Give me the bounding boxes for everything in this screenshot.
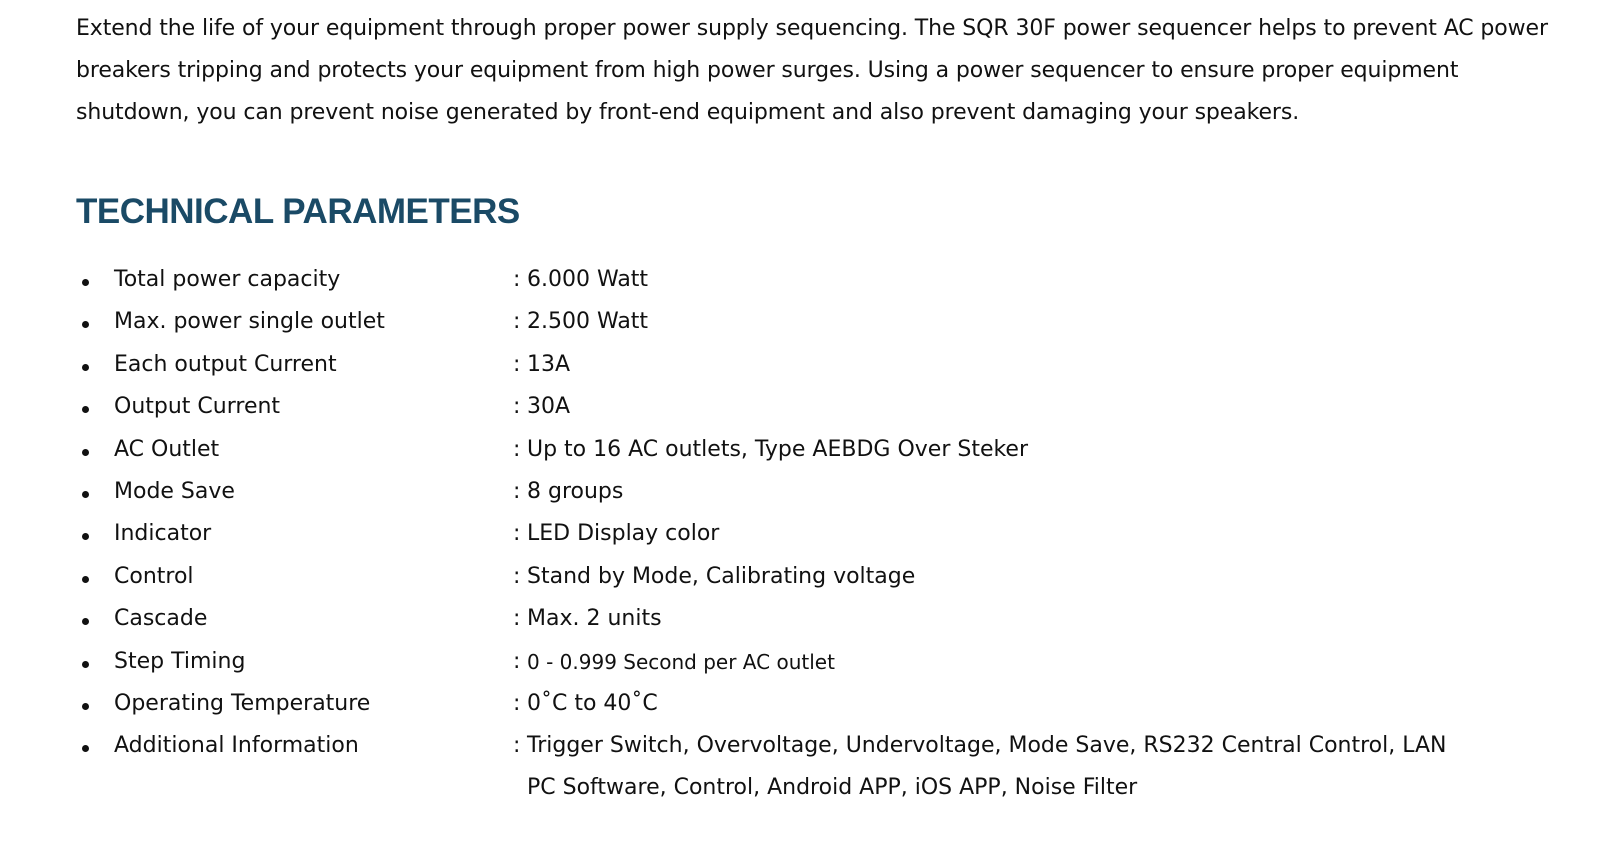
bullet-icon bbox=[82, 618, 89, 625]
param-value: 2.500 Watt bbox=[527, 309, 649, 335]
param-separator: : bbox=[513, 309, 521, 335]
param-label: Operating Temperature bbox=[114, 690, 371, 716]
bullet-icon bbox=[82, 745, 89, 752]
param-separator: : bbox=[513, 521, 521, 547]
param-separator: : bbox=[513, 606, 521, 632]
intro-paragraph: Extend the life of your equipment through proper power supply sequencing. The SQR 30F power sequencer helps to prevent AC power breakers tripping and protects your equipment from high power surges. Using a power sequencer to ensure proper equipment shutdown, you can prevent noise generated by front-end equipment and also prevent damaging your speakers. bbox=[76, 16, 1548, 125]
bullet-icon bbox=[82, 406, 89, 413]
param-label: Total power capacity bbox=[114, 267, 341, 292]
param-additional-information bbox=[76, 731, 1576, 815]
param-max-power-single-outlet bbox=[76, 307, 1576, 349]
bullet-icon bbox=[82, 661, 89, 668]
technical-parameters-list bbox=[76, 265, 1576, 815]
param-separator: : bbox=[513, 478, 521, 504]
section-title: TECHNICAL PARAMETERS bbox=[76, 192, 520, 231]
param-label: Output Current bbox=[114, 394, 281, 420]
param-separator: : bbox=[513, 648, 521, 674]
param-label: AC Outlet bbox=[114, 436, 220, 462]
param-separator: : bbox=[513, 436, 521, 462]
param-label: Mode Save bbox=[114, 478, 235, 504]
param-separator: : bbox=[513, 733, 521, 759]
bullet-icon bbox=[82, 491, 89, 498]
bullet-icon bbox=[82, 321, 89, 328]
param-separator: : bbox=[513, 690, 521, 716]
param-value: LED Display color bbox=[527, 521, 720, 547]
param-mode-save bbox=[76, 477, 1576, 519]
param-value: 6.000 Watt bbox=[527, 267, 649, 292]
param-value-line-1: Trigger Switch, Overvoltage, Undervoltage, Mode Save, RS232 Central Control, LAN bbox=[527, 733, 1447, 759]
param-cascade bbox=[76, 604, 1576, 646]
param-operating-temperature bbox=[76, 689, 1576, 731]
param-value: Up to 16 AC outlets, Type AEBDG Over Steker bbox=[527, 436, 1029, 462]
param-label: Indicator bbox=[114, 521, 212, 547]
param-value bbox=[527, 731, 1527, 803]
bullet-icon bbox=[82, 279, 89, 286]
param-separator: : bbox=[513, 267, 521, 292]
param-indicator bbox=[76, 519, 1576, 561]
param-label: Each output Current bbox=[114, 351, 337, 377]
param-each-output-current bbox=[76, 350, 1576, 392]
param-label: Control bbox=[114, 563, 194, 589]
param-ac-outlet bbox=[76, 435, 1576, 477]
param-separator: : bbox=[513, 394, 521, 420]
param-total-power-capacity bbox=[76, 265, 1576, 307]
param-value: 13A bbox=[527, 351, 571, 377]
param-value: Stand by Mode, Calibrating voltage bbox=[527, 563, 916, 589]
bullet-icon bbox=[82, 364, 89, 371]
param-step-timing bbox=[76, 647, 1576, 689]
param-label: Cascade bbox=[114, 606, 208, 632]
bullet-icon bbox=[82, 533, 89, 540]
param-value: 8 groups bbox=[527, 478, 624, 504]
bullet-icon bbox=[82, 576, 89, 583]
param-value: 0 - 0.999 Second per AC outlet bbox=[527, 649, 835, 674]
param-value: 0˚C to 40˚C bbox=[527, 690, 658, 716]
param-value-line-2: PC Software, Control, Android APP, iOS APP, Noise Filter bbox=[527, 775, 1138, 801]
bullet-icon bbox=[82, 703, 89, 710]
param-label: Additional Information bbox=[114, 733, 359, 759]
param-separator: : bbox=[513, 351, 521, 377]
param-label: Step Timing bbox=[114, 648, 246, 674]
param-control bbox=[76, 562, 1576, 604]
param-separator: : bbox=[513, 563, 521, 589]
param-output-current bbox=[76, 392, 1576, 434]
param-value: Max. 2 units bbox=[527, 606, 662, 632]
param-value: 30A bbox=[527, 394, 571, 420]
param-label: Max. power single outlet bbox=[114, 309, 385, 335]
bullet-icon bbox=[82, 449, 89, 456]
